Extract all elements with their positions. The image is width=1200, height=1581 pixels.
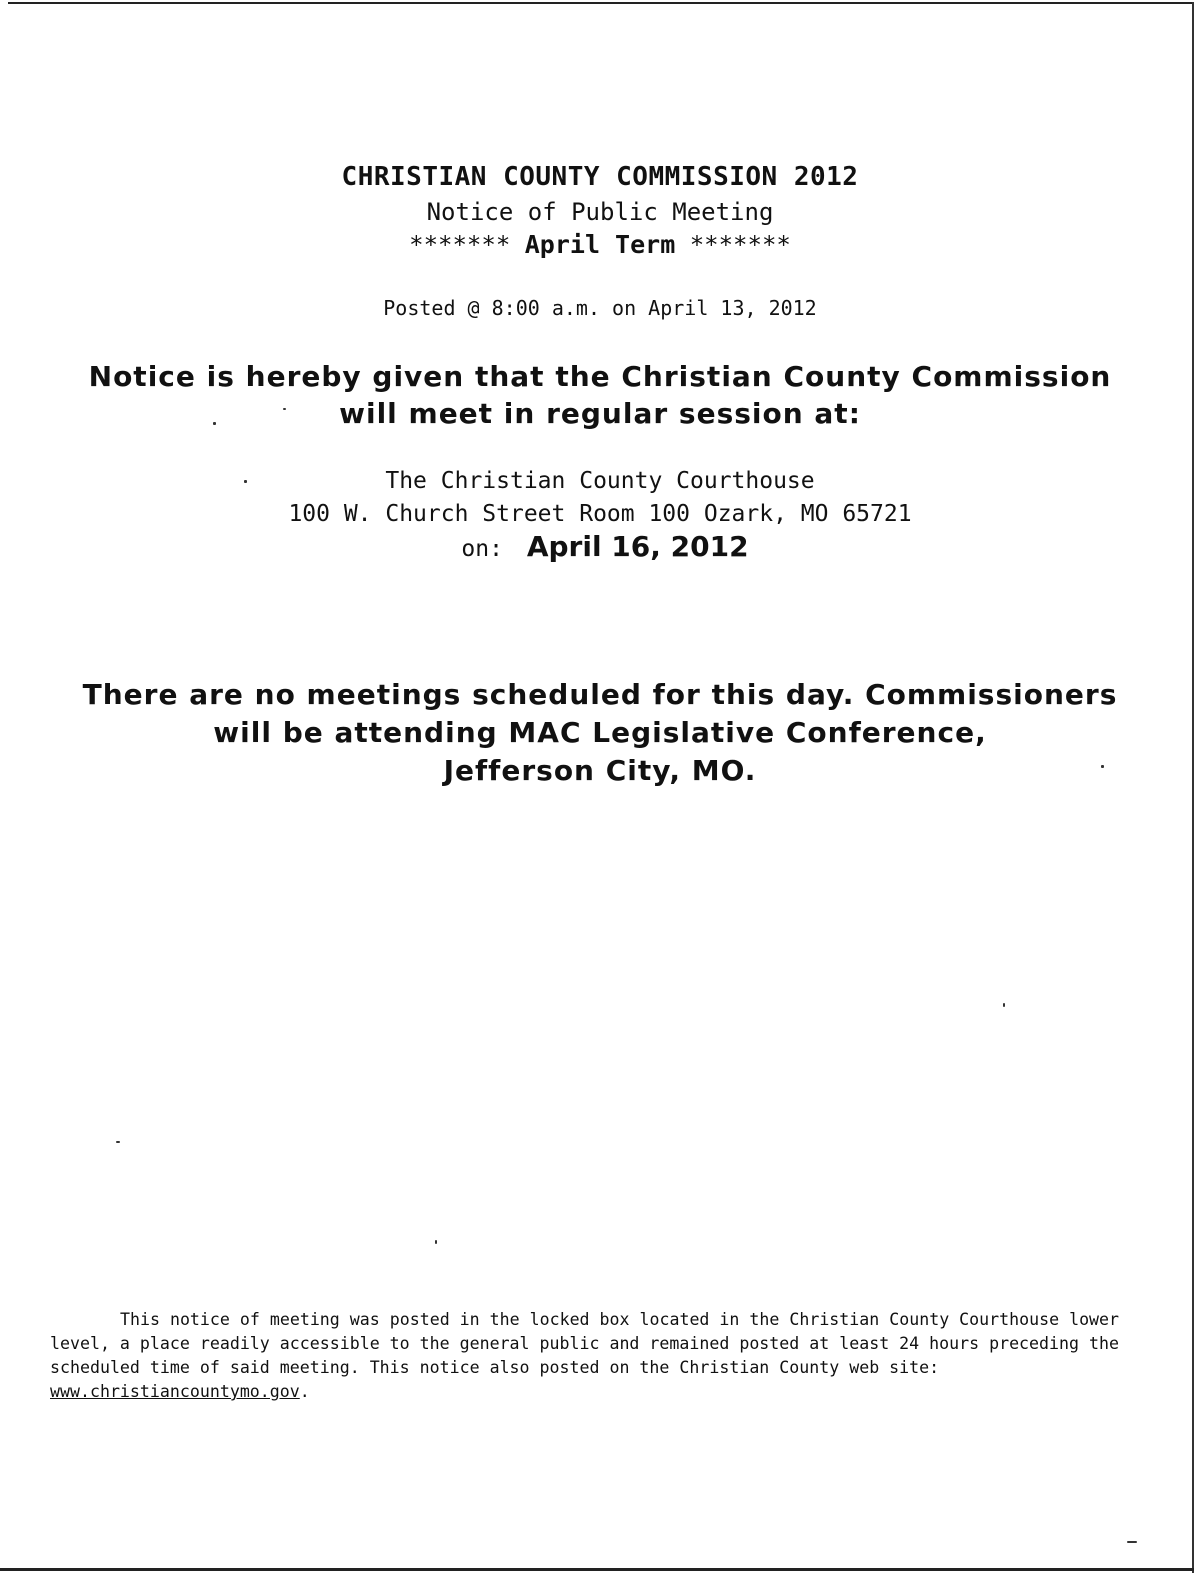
county-website-link[interactable]: www.christiancountymo.gov <box>50 1382 300 1401</box>
scan-speck <box>1101 765 1104 768</box>
term-suffix-stars: ******* <box>689 231 791 259</box>
disclaimer-text: This notice of meeting was posted in the locked box located in the Christian County Courthouse lower level, a place readily accessible to the general public and remained posted at least 24 hours preceding the scheduled time of said meeting. This notice also posted on the Christian County web site: <box>50 1310 1120 1377</box>
location-building: The Christian County Courthouse <box>385 468 815 494</box>
document-title: CHRISTIAN COUNTY COMMISSION 2012 <box>341 162 859 192</box>
location-address: 100 W. Church Street Room 100 Ozark, MO 65721 <box>288 501 912 527</box>
scan-speck <box>1003 1003 1005 1007</box>
page-border-top <box>8 2 1192 4</box>
meeting-date-label: on: <box>461 536 503 562</box>
scan-speck <box>283 408 286 410</box>
announcement <box>0 676 1200 790</box>
disclaimer-end: . <box>299 1382 310 1401</box>
scan-speck <box>213 422 216 425</box>
posting-disclaimer <box>50 1308 1140 1404</box>
meeting-location <box>0 465 1200 531</box>
notice-intro <box>0 358 1200 432</box>
term-prefix-stars: ******* <box>409 231 511 259</box>
announcement-line-2: will be attending MAC Legislative Conference, <box>213 716 987 749</box>
meeting-date-value: April 16, 2012 <box>526 530 749 563</box>
scan-speck <box>116 1141 120 1143</box>
notice-line-2: will meet in regular session at: <box>339 397 861 430</box>
page-border-bottom <box>0 1568 1194 1571</box>
term-line <box>0 230 1200 259</box>
notice-line-1: Notice is hereby given that the Christian County Commission <box>88 360 1112 393</box>
scan-speck <box>1127 1541 1137 1543</box>
scan-speck <box>244 480 247 483</box>
announcement-line-1: There are no meetings scheduled for this day. Commissioners <box>82 678 1118 711</box>
term-label: April Term <box>524 230 676 259</box>
document-subtitle: Notice of Public Meeting <box>426 198 774 226</box>
meeting-date <box>0 530 1200 563</box>
scan-speck <box>435 1240 437 1244</box>
announcement-line-3: Jefferson City, MO. <box>443 754 757 787</box>
posted-timestamp: Posted @ 8:00 a.m. on April 13, 2012 <box>383 296 817 320</box>
